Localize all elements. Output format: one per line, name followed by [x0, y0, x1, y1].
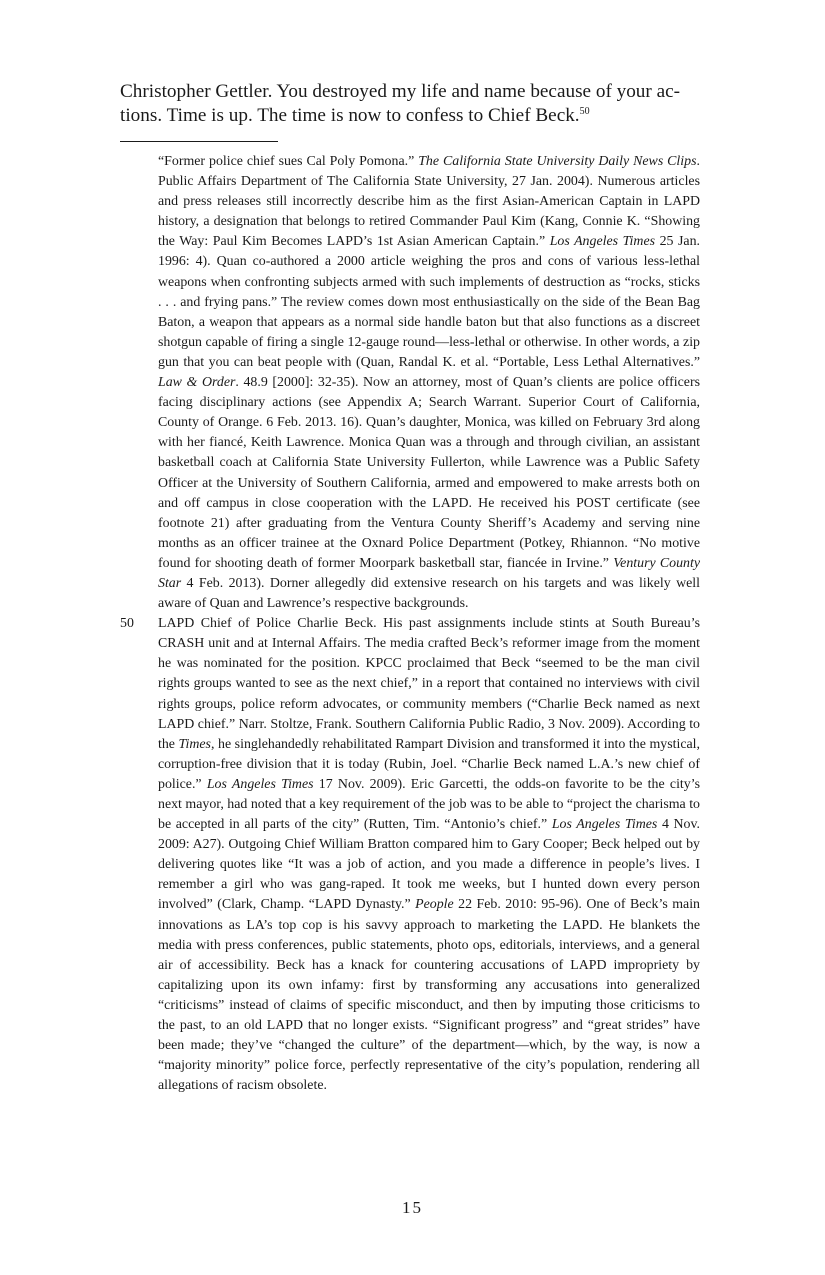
fn-source-title: Ventury County Star: [158, 555, 701, 591]
fn-source-title: Los Angeles Times: [551, 817, 658, 833]
fn-source-title: Los Angeles Times: [549, 234, 656, 250]
footnote-separator-rule: [120, 141, 278, 142]
main-text-line-2: tions. Time is up. The time is now to confess to Chief Beck.: [120, 105, 580, 126]
fn-text: 22 Feb. 2010: 95-96). One of Beck’s main innovations as LA’s top cop is his savvy approach to marketing the LAPD. He blankets the media with press conferences, public statements, photo ops, editorials, interviews, and a general air of accessibility. Beck has a knack for countering accusations of LAPD impropriety by capitalizing upon its own infamy: first by transforming any accusations into generalized “criticisms” instead of claims of specific misconduct, and then by imputing those criticisms to the past, to an old LAPD that no longer exists. “Significant progress” and “great strides” have been made; they’ve “changed the culture” of the department—which, by the way, is now a “majority minority” police force, perfectly representative of the city’s population, rendering all allegations of racism obsolete.: [158, 897, 701, 1094]
fn-text: 25 Jan. 1996: 4). Quan co-authored a 2000 article weighing the pros and cons of various less-lethal weapons when confronting subjects armed with such implements of destruction as “rocks, sticks . . . and frying pans.” The review comes down most enthusiastically on the side of the Bean Bag Baton, a weapon that appears as a normal side handle baton but that also functions as a discreet shotgun capable of firing a single 12-gauge round—less-lethal or otherwise. In other words, a zip gun that you can beat people with (Quan, Randal K. et al. “Portable, Less Lethal Alternatives.”: [158, 234, 700, 370]
footnote-number: 50: [120, 616, 134, 632]
fn-text: , he singlehandedly rehabilitated Rampart Division and transformed it into the mystical, corruption-free division that it is today (Rubin, Joel. “Charlie Beck named L.A.’s new chief of police.”: [158, 736, 700, 792]
page-number: 15: [402, 1198, 423, 1217]
footnote-reference-50: 50: [579, 106, 590, 117]
main-text-paragraph: [120, 80, 700, 128]
fn-text: 4 Feb. 2013). Dorner allegedly did extensive research on his targets and was likely well aware of Quan and Lawrence’s respective backgrounds.: [158, 575, 700, 612]
fn-source-title: Los Angeles Times: [206, 776, 314, 792]
footnotes-section: [120, 152, 700, 1096]
fn-text: . 48.9 [2000]: 32-35). Now an attorney, most of Quan’s clients are police officers facing disciplinary actions (see Appendix A; Search Warrant. Superior Court of California, County of Orange. 6 Feb. 2013. 16). Quan’s daughter, Monica, was killed on February 3rd along with her fiancé, Keith Lawrence. Monica Quan was a through and through civilian, an assistant basketball coach at California State University Fullerton, while Lawrence was a Public Safety Officer at the University of Southern California, armed and empowered to make arrests both on and off campus in close cooperation with the LAPD. He received his POST certificate (see footnote 21) after graduating from the Ventura County Sheriff’s Academy and serving nine months as an officer trainee at the Oxnard Police Department (Potkey, Rhiannon. “No motive found for shooting death of former Moorpark basketball star, fiancée in Irvine.”: [158, 375, 700, 571]
footnote-50-text: [158, 614, 700, 1096]
fn-source-title: Times: [178, 736, 211, 752]
fn-text: “Former police chief sues Cal Poly Pomona.”: [158, 154, 419, 169]
footnote-50: [120, 614, 700, 1096]
fn-text: . Public Affairs Department of The California State University, 27 Jan. 2004). Numerous articles and press releases still incorrectly describe him as the first Asian-American Captain in LAPD history, a designation that belongs to retired Commander Paul Kim (Kang, Connie K. “Showing the Way: Paul Kim Becomes LAPD’s 1st Asian American Captain.”: [158, 154, 700, 250]
fn-source-title: People: [415, 897, 454, 913]
fn-source-title: The California State University Daily News Clips: [418, 154, 697, 169]
fn-text: 4 Nov. 2009: A27). Outgoing Chief William Bratton compared him to Gary Cooper; Beck helped out by delivering quotes like “It was a job of action, and you made a difference in people’s lives. I remember a girl who was gang-raped. It took me weeks, but I hunted down every person involved” (Clark, Champ. “LAPD Dynasty.”: [158, 817, 701, 913]
main-text-line-1: Christopher Gettler. You destroyed my life and name because of your ac-: [120, 81, 681, 102]
footnote-continued-text: [158, 152, 700, 614]
fn-text: LAPD Chief of Police Charlie Beck. His past assignments include stints at South Bureau’s CRASH unit and at Internal Affairs. The media crafted Beck’s reformer image from the moment he was nominated for the position. KPCC proclaimed that Beck “seemed to be the man civil rights groups wanted to see as the next chief,” in a report that contained no interviews with civil rights groups, police reform advocates, or community members (“Charlie Beck named as next LAPD chief.” Narr. Stoltze, Frank. Southern California Public Radio, 3 Nov. 2009). According to the: [158, 616, 700, 752]
footnote-continued: [120, 152, 700, 614]
fn-source-title: Law & Order: [158, 375, 236, 391]
fn-text: 17 Nov. 2009). Eric Garcetti, the odds-on favorite to be the city’s next mayor, had noted that a key requirement of the job was to be able to “project the charisma to be accepted in all parts of the city” (Rutten, Tim. “Antonio’s chief.”: [158, 776, 700, 833]
